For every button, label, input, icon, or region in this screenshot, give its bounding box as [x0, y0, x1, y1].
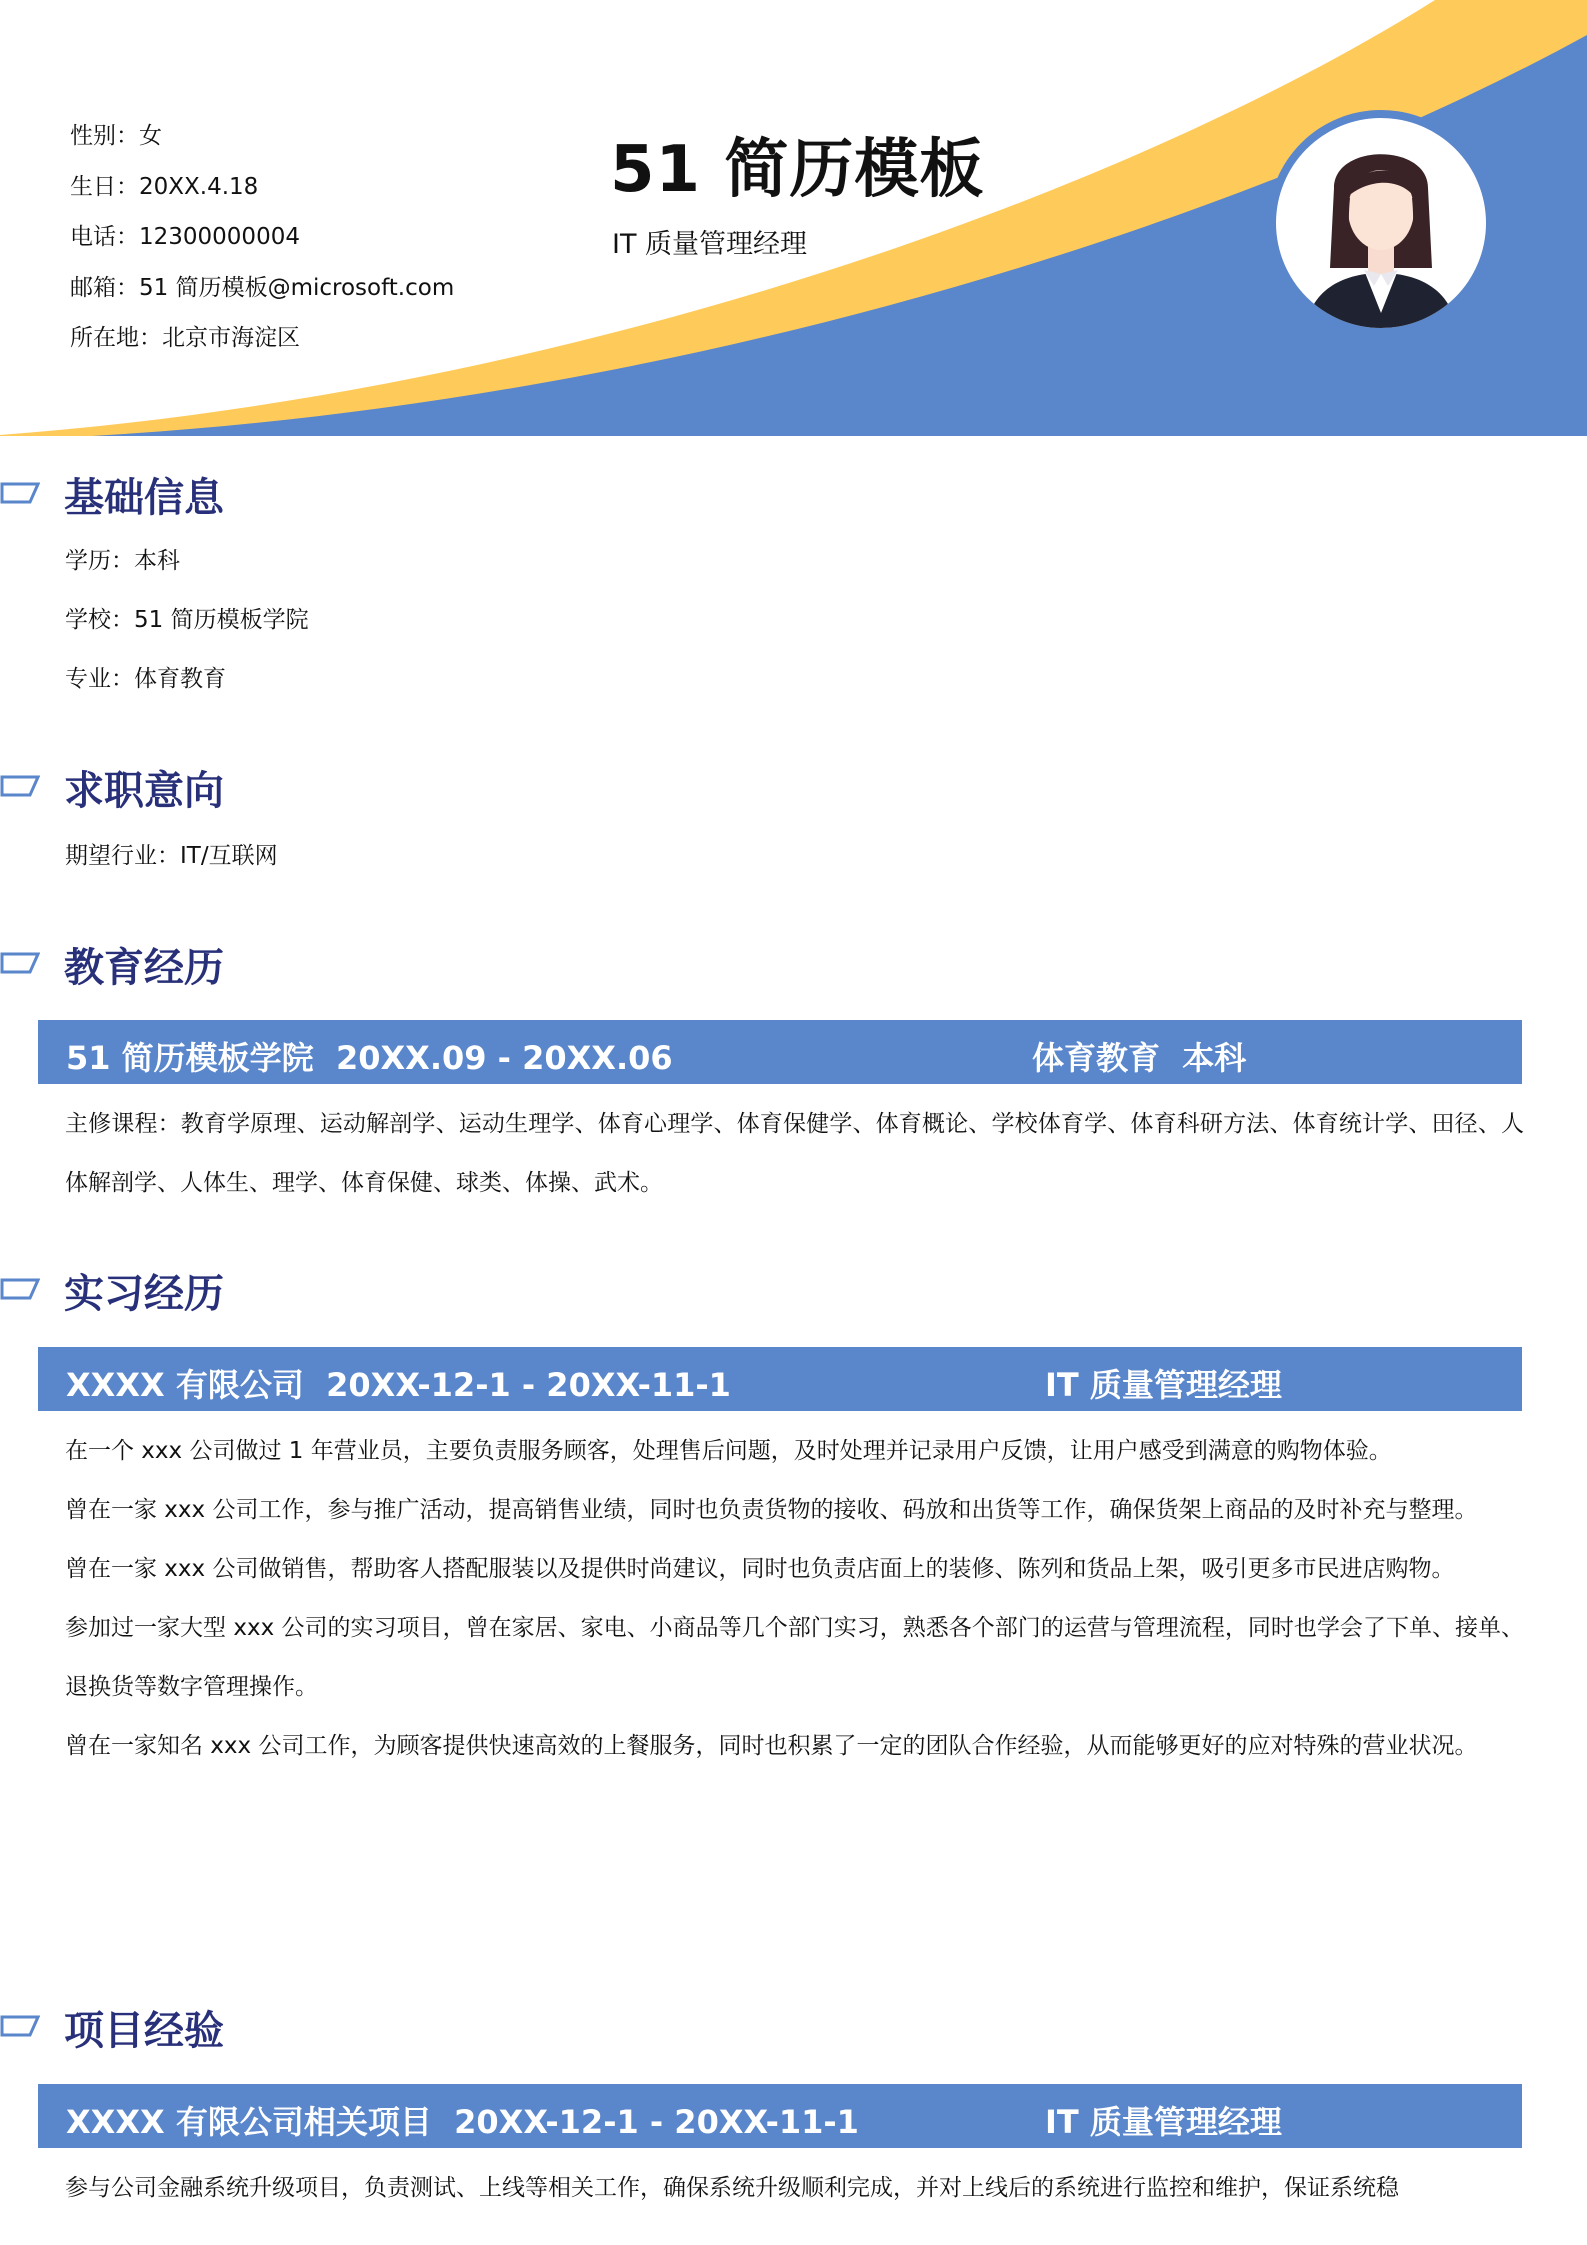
- industry-text: 期望行业：IT/互联网: [65, 843, 278, 869]
- section-education: [0, 940, 1587, 1196]
- project-position: IT 质量管理经理: [1045, 2103, 1282, 2141]
- project-name-dates: XXXX 有限公司相关项目 20XX-12-1 - 20XX-11-1: [66, 2103, 859, 2141]
- section-job-intent: [0, 763, 1587, 869]
- section-basic-info: [0, 470, 1587, 692]
- project-bar: [38, 2084, 1522, 2148]
- section-flag-icon: [0, 2013, 40, 2039]
- avatar: [1268, 110, 1494, 336]
- location-text: 所在地：北京市海淀区: [70, 325, 300, 351]
- section-flag-icon: [0, 480, 40, 506]
- section-projects: [0, 2003, 1587, 2201]
- gender-text: 性别：女: [70, 123, 162, 149]
- section-title: 教育经历: [64, 945, 224, 991]
- internship-paragraph: 在一个 xxx 公司做过 1 年营业员，主要负责服务顾客，处理售后问题，及时处理并记录用户反馈，让用户感受到满意的购物体验。: [65, 1438, 1392, 1464]
- internship-position: IT 质量管理经理: [1045, 1366, 1282, 1404]
- resume-name: 51 简历模板: [610, 133, 985, 207]
- school-text: 学校：51 简历模板学院: [65, 607, 309, 633]
- section-title: 项目经验: [64, 2008, 224, 2054]
- education-major-degree: 体育教育 本科: [1032, 1039, 1247, 1077]
- job-title: IT 质量管理经理: [612, 229, 808, 260]
- internship-paragraph: 曾在一家 xxx 公司工作，参与推广活动，提高销售业绩，同时也负责货物的接收、码放和出货等工作，确保货架上商品的及时补充与整理。: [65, 1497, 1478, 1523]
- email-text: 邮箱：51 简历模板@microsoft.com: [70, 274, 455, 301]
- education-bar: [38, 1020, 1522, 1084]
- internship-description: [65, 1422, 1524, 1776]
- degree-text: 学历：本科: [65, 548, 180, 574]
- contact-info: [70, 116, 454, 369]
- section-title: 求职意向: [64, 768, 224, 814]
- project-description: 参与公司金融系统升级项目，负责测试、上线等相关工作，确保系统升级顺利完成，并对上线后的系统进行监控和维护，保证系统稳: [65, 2175, 1399, 2201]
- section-flag-icon: [0, 1276, 40, 1302]
- section-flag-icon: [0, 773, 40, 799]
- section-title: 基础信息: [64, 475, 224, 521]
- internship-bar: [38, 1347, 1522, 1411]
- section-internship: [0, 1266, 1587, 1759]
- phone-text: 电话：12300000004: [70, 224, 300, 250]
- education-school-dates: 51 简历模板学院 20XX.09 - 20XX.06: [66, 1039, 673, 1077]
- education-courses: 主修课程：教育学原理、运动解剖学、运动生理学、体育心理学、体育保健学、体育概论、学校体育学、体育科研方法、体育统计学、田径、人体解剖学、人体生、理学、体育保健、球类、体操、武术。: [65, 1111, 1524, 1196]
- birthday-text: 生日：20XX.4.18: [70, 173, 259, 200]
- internship-company-dates: XXXX 有限公司 20XX-12-1 - 20XX-11-1: [66, 1366, 731, 1404]
- major-text: 专业：体育教育: [65, 666, 226, 692]
- section-title: 实习经历: [64, 1271, 224, 1317]
- internship-paragraph: 曾在一家 xxx 公司做销售，帮助客人搭配服装以及提供时尚建议，同时也负责店面上的装修、陈列和货品上架，吸引更多市民进店购物。: [65, 1556, 1455, 1582]
- internship-paragraph: 参加过一家大型 xxx 公司的实习项目，曾在家居、家电、小商品等几个部门实习，熟悉各个部门的运营与管理流程，同时也学会了下单、接单、退换货等数字管理操作。: [65, 1615, 1524, 1700]
- avatar-portrait-icon: [1276, 118, 1486, 328]
- section-flag-icon: [0, 950, 40, 976]
- internship-paragraph: 曾在一家知名 xxx 公司工作，为顾客提供快速高效的上餐服务，同时也积累了一定的团队合作经验，从而能够更好的应对特殊的营业状况。: [65, 1733, 1478, 1759]
